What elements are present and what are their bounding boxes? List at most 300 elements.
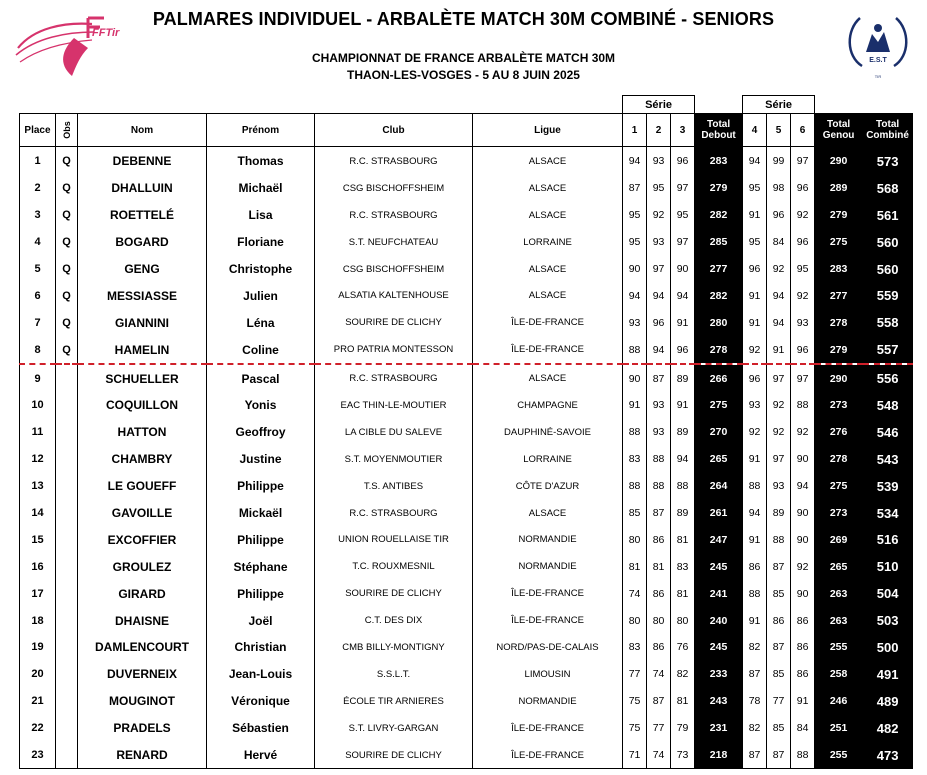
cell-s1: 94 [623,147,647,175]
cell-s2: 96 [647,309,671,336]
cell-s1: 80 [623,607,647,634]
cell-tg: 275 [815,473,863,500]
cell-prenom: Mickaël [207,500,315,527]
cell-obs: Q [56,175,78,202]
cell-tg: 278 [815,446,863,473]
cell-s4: 94 [743,147,767,175]
cell-club: S.T. NEUFCHATEAU [315,229,473,256]
cell-club: CMB BILLY-MONTIGNY [315,634,473,661]
cell-s1: 75 [623,688,647,715]
table-row [20,175,913,202]
cell-club: CSG BISCHOFFSHEIM [315,256,473,283]
cell-s1: 71 [623,742,647,769]
table-row [20,526,913,553]
cell-nom: DUVERNEIX [78,661,207,688]
cell-s6: 92 [791,282,815,309]
cell-place: 13 [20,473,56,500]
cell-tc: 546 [863,419,913,446]
cell-s4: 91 [743,607,767,634]
cell-s5: 92 [767,419,791,446]
cell-tc: 500 [863,634,913,661]
cell-s6: 96 [791,175,815,202]
championship-title: CHAMPIONNAT DE FRANCE ARBALÈTE MATCH 30M [311,51,616,65]
cell-nom: RENARD [78,742,207,769]
cell-s1: 88 [623,419,647,446]
table-row [20,147,913,175]
table-row [20,282,913,309]
cell-nom: LE GOUEFF [78,473,207,500]
cell-s3: 73 [671,742,695,769]
serie-header-standing: Série [623,96,695,114]
cell-s4: 82 [743,715,767,742]
cell-s4: 91 [743,309,767,336]
cell-s6: 93 [791,309,815,336]
cell-ligue: ALSACE [473,500,623,527]
cell-td: 245 [695,553,743,580]
cell-td: 245 [695,634,743,661]
cell-s3: 80 [671,607,695,634]
cell-s3: 89 [671,364,695,392]
cell-nom: SCHUELLER [78,364,207,392]
cell-s6: 88 [791,742,815,769]
cell-obs [56,364,78,392]
cell-ligue: ALSACE [473,147,623,175]
cell-prenom: Hervé [207,742,315,769]
cell-prenom: Justine [207,446,315,473]
cell-s1: 90 [623,256,647,283]
cell-place: 1 [20,147,56,175]
col-place: Place [20,114,56,147]
cell-s5: 93 [767,473,791,500]
cell-tg: 263 [815,607,863,634]
cell-s2: 92 [647,202,671,229]
cell-obs [56,715,78,742]
cell-s2: 93 [647,147,671,175]
cell-ligue: ÎLE-DE-FRANCE [473,580,623,607]
cell-tg: 255 [815,634,863,661]
cell-obs: Q [56,147,78,175]
cell-tc: 561 [863,202,913,229]
cell-td: 240 [695,607,743,634]
cell-tc: 482 [863,715,913,742]
cell-s4: 82 [743,634,767,661]
cell-club: T.S. ANTIBES [315,473,473,500]
cell-s2: 87 [647,500,671,527]
cell-s4: 91 [743,282,767,309]
cell-s6: 97 [791,147,815,175]
cell-td: 285 [695,229,743,256]
table-row [20,202,913,229]
cell-prenom: Philippe [207,473,315,500]
cell-s3: 94 [671,446,695,473]
cell-s5: 99 [767,147,791,175]
cell-nom: DHAISNE [78,607,207,634]
cell-tc: 489 [863,688,913,715]
cell-tg: 290 [815,147,863,175]
cell-tg: 290 [815,364,863,392]
cell-ligue: ÎLE-DE-FRANCE [473,336,623,364]
cell-nom: PRADELS [78,715,207,742]
cell-td: 277 [695,256,743,283]
cell-tc: 510 [863,553,913,580]
championship-location-date: THAON-LES-VOSGES - 5 AU 8 JUIN 2025 [347,68,580,82]
cell-obs [56,661,78,688]
cell-s5: 77 [767,688,791,715]
cell-s3: 88 [671,473,695,500]
cell-place: 18 [20,607,56,634]
cell-obs: Q [56,202,78,229]
table-row [20,392,913,419]
table-row [20,607,913,634]
cell-ligue: ÎLE-DE-FRANCE [473,607,623,634]
cell-prenom: Lisa [207,202,315,229]
cell-tg: 276 [815,419,863,446]
cell-tg: 258 [815,661,863,688]
cell-nom: GAVOILLE [78,500,207,527]
fftir-logo-text: FFTir [92,27,120,39]
cell-obs [56,446,78,473]
cell-td: 241 [695,580,743,607]
cell-ligue: CHAMPAGNE [473,392,623,419]
cell-prenom: Stéphane [207,553,315,580]
cell-s6: 84 [791,715,815,742]
cell-s4: 95 [743,229,767,256]
cell-s1: 80 [623,526,647,553]
cell-obs: Q [56,256,78,283]
cell-prenom: Jean-Louis [207,661,315,688]
cell-tg: 273 [815,500,863,527]
cell-s4: 86 [743,553,767,580]
cell-s1: 95 [623,229,647,256]
cell-prenom: Sébastien [207,715,315,742]
cell-s6: 88 [791,392,815,419]
cell-place: 20 [20,661,56,688]
table-row [20,256,913,283]
cell-td: 282 [695,282,743,309]
table-row [20,500,913,527]
table-row [20,688,913,715]
cell-tc: 534 [863,500,913,527]
cell-td: 279 [695,175,743,202]
cell-s3: 94 [671,282,695,309]
cell-s6: 92 [791,553,815,580]
col-s6: 6 [791,114,815,147]
cell-club: R.C. STRASBOURG [315,500,473,527]
cell-td: 247 [695,526,743,553]
cell-s2: 86 [647,580,671,607]
cell-s3: 97 [671,175,695,202]
cell-s1: 90 [623,364,647,392]
cell-obs [56,392,78,419]
cell-place: 3 [20,202,56,229]
cell-s3: 96 [671,336,695,364]
cell-s5: 94 [767,282,791,309]
cell-s4: 91 [743,526,767,553]
cell-tc: 543 [863,446,913,473]
cell-td: 218 [695,742,743,769]
cell-club: PRO PATRIA MONTESSON [315,336,473,364]
cell-s5: 97 [767,446,791,473]
cell-ligue: NORMANDIE [473,526,623,553]
cell-ligue: ALSACE [473,175,623,202]
cell-s1: 91 [623,392,647,419]
cell-prenom: Michaël [207,175,315,202]
cell-s3: 81 [671,580,695,607]
cell-obs [56,526,78,553]
cell-obs: Q [56,229,78,256]
cell-s1: 95 [623,202,647,229]
cell-club: R.C. STRASBOURG [315,147,473,175]
cell-s1: 83 [623,446,647,473]
cell-s1: 88 [623,473,647,500]
col-s5: 5 [767,114,791,147]
est-logo-text: E.S.T [869,57,887,64]
cell-place: 21 [20,688,56,715]
serie-header-kneeling: Série [743,96,815,114]
cell-tg: 255 [815,742,863,769]
cell-td: 275 [695,392,743,419]
col-club: Club [315,114,473,147]
cell-prenom: Pascal [207,364,315,392]
cell-club: C.T. DES DIX [315,607,473,634]
cell-tc: 560 [863,229,913,256]
cell-td: 265 [695,446,743,473]
cell-s2: 86 [647,634,671,661]
cell-s6: 97 [791,364,815,392]
cell-s6: 90 [791,580,815,607]
table-row [20,309,913,336]
cell-s4: 78 [743,688,767,715]
cell-s4: 96 [743,256,767,283]
table-row [20,446,913,473]
cell-obs: Q [56,309,78,336]
cell-place: 11 [20,419,56,446]
cell-s1: 94 [623,282,647,309]
cell-place: 22 [20,715,56,742]
cell-prenom: Coline [207,336,315,364]
cell-s4: 91 [743,202,767,229]
cell-club: T.C. ROUXMESNIL [315,553,473,580]
cell-place: 19 [20,634,56,661]
cell-s2: 93 [647,392,671,419]
cell-s1: 87 [623,175,647,202]
cell-s3: 97 [671,229,695,256]
cell-place: 17 [20,580,56,607]
cell-nom: DEBENNE [78,147,207,175]
cell-place: 2 [20,175,56,202]
cell-obs [56,607,78,634]
col-nom: Nom [78,114,207,147]
cell-s3: 96 [671,147,695,175]
cell-s4: 87 [743,742,767,769]
col-obs: Obs [56,114,78,147]
page-title: PALMARES INDIVIDUEL - ARBALÈTE MATCH 30M COMBINÉ - SENIORS [152,9,775,29]
cell-s3: 89 [671,419,695,446]
cell-obs: Q [56,282,78,309]
cell-ligue: ALSACE [473,364,623,392]
cell-nom: GIRARD [78,580,207,607]
cell-club: ALSATIA KALTENHOUSE [315,282,473,309]
cell-club: S.T. MOYENMOUTIER [315,446,473,473]
cell-ligue: ALSACE [473,282,623,309]
cell-obs [56,742,78,769]
cell-s6: 92 [791,419,815,446]
cell-place: 6 [20,282,56,309]
cell-ligue: LIMOUSIN [473,661,623,688]
cell-s6: 86 [791,634,815,661]
cell-td: 278 [695,336,743,364]
cell-tg: 263 [815,580,863,607]
col-s2: 2 [647,114,671,147]
est-logo-small-text: TIR [874,74,882,79]
cell-obs: Q [56,336,78,364]
cell-ligue: NORD/PAS-DE-CALAIS [473,634,623,661]
cell-nom: HAMELIN [78,336,207,364]
cell-s2: 80 [647,607,671,634]
cell-s3: 95 [671,202,695,229]
cell-s5: 85 [767,715,791,742]
cell-s3: 76 [671,634,695,661]
col-s1: 1 [623,114,647,147]
cell-club: SOURIRE DE CLICHY [315,309,473,336]
cell-s4: 88 [743,473,767,500]
cell-prenom: Christophe [207,256,315,283]
cell-club: SOURIRE DE CLICHY [315,742,473,769]
cell-club: S.S.L.T. [315,661,473,688]
cell-tc: 504 [863,580,913,607]
cell-s2: 88 [647,473,671,500]
cell-td: 261 [695,500,743,527]
cell-tc: 559 [863,282,913,309]
cell-tg: 289 [815,175,863,202]
cell-place: 10 [20,392,56,419]
cell-s2: 81 [647,553,671,580]
table-row [20,742,913,769]
cell-s1: 93 [623,309,647,336]
cell-club: R.C. STRASBOURG [315,364,473,392]
cell-td: 243 [695,688,743,715]
cell-obs [56,553,78,580]
cell-club: SOURIRE DE CLICHY [315,580,473,607]
cell-s6: 90 [791,526,815,553]
cell-tc: 539 [863,473,913,500]
cell-tc: 560 [863,256,913,283]
cell-nom: CHAMBRY [78,446,207,473]
cell-s2: 77 [647,715,671,742]
cell-place: 15 [20,526,56,553]
cell-s6: 90 [791,446,815,473]
cell-nom: GROULEZ [78,553,207,580]
cell-s4: 88 [743,580,767,607]
cell-ligue: LORRAINE [473,446,623,473]
cell-obs [56,688,78,715]
cell-s5: 87 [767,553,791,580]
cell-prenom: Véronique [207,688,315,715]
cell-s1: 74 [623,580,647,607]
table-row [20,580,913,607]
cell-s2: 93 [647,419,671,446]
cell-tg: 279 [815,202,863,229]
cell-tc: 558 [863,309,913,336]
cell-s1: 77 [623,661,647,688]
cell-s3: 79 [671,715,695,742]
cell-ligue: NORMANDIE [473,553,623,580]
cell-s1: 83 [623,634,647,661]
cell-ligue: CÔTE D'AZUR [473,473,623,500]
cell-s6: 86 [791,607,815,634]
cell-prenom: Christian [207,634,315,661]
cell-place: 12 [20,446,56,473]
cell-ligue: ÎLE-DE-FRANCE [473,715,623,742]
col-s4: 4 [743,114,767,147]
cell-prenom: Philippe [207,580,315,607]
cell-nom: HATTON [78,419,207,446]
cell-s1: 85 [623,500,647,527]
cell-tc: 473 [863,742,913,769]
cell-s2: 93 [647,229,671,256]
cell-nom: EXCOFFIER [78,526,207,553]
cell-s6: 92 [791,202,815,229]
cell-s5: 84 [767,229,791,256]
cell-nom: MOUGINOT [78,688,207,715]
table-row [20,229,913,256]
col-total-combine: Total Combiné [863,114,913,147]
table-row [20,336,913,364]
cell-nom: DAMLENCOURT [78,634,207,661]
cell-s3: 91 [671,309,695,336]
cell-prenom: Floriane [207,229,315,256]
cell-s3: 81 [671,688,695,715]
cell-s4: 95 [743,175,767,202]
cell-place: 23 [20,742,56,769]
cell-s5: 91 [767,336,791,364]
cell-club: S.T. LIVRY-GARGAN [315,715,473,742]
cell-club: EAC THIN-LE-MOUTIER [315,392,473,419]
cell-place: 8 [20,336,56,364]
cell-tg: 269 [815,526,863,553]
cell-s2: 74 [647,742,671,769]
table-row [20,419,913,446]
cell-obs [56,580,78,607]
cell-ligue: LORRAINE [473,229,623,256]
cell-place: 14 [20,500,56,527]
cell-prenom: Yonis [207,392,315,419]
cell-s5: 86 [767,607,791,634]
cell-s6: 96 [791,229,815,256]
cell-td: 264 [695,473,743,500]
cell-s5: 88 [767,526,791,553]
cell-s6: 96 [791,336,815,364]
table-row [20,473,913,500]
cell-s2: 94 [647,336,671,364]
cell-s3: 89 [671,500,695,527]
cell-obs [56,500,78,527]
cell-s5: 98 [767,175,791,202]
cell-tc: 516 [863,526,913,553]
col-total-genou: Total Genou [815,114,863,147]
cell-ligue: ALSACE [473,256,623,283]
cell-s4: 91 [743,446,767,473]
cell-s5: 85 [767,580,791,607]
cell-s6: 90 [791,500,815,527]
cell-ligue: DAUPHINÉ-SAVOIE [473,419,623,446]
table-row [20,553,913,580]
cell-s5: 92 [767,256,791,283]
cell-place: 7 [20,309,56,336]
results-table [19,95,913,769]
cell-s2: 74 [647,661,671,688]
cell-prenom: Joël [207,607,315,634]
